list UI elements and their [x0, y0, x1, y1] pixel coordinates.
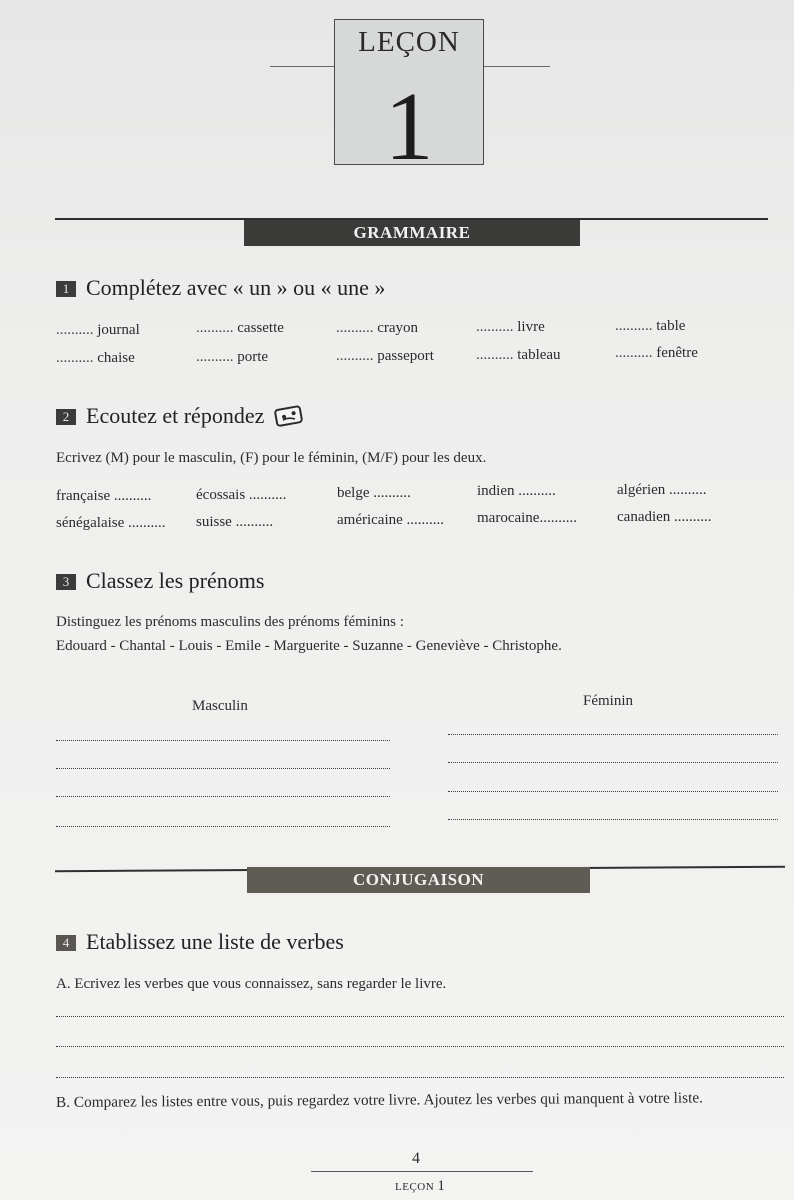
- answer-line[interactable]: [56, 768, 390, 769]
- answer-item[interactable]: sénégalaise ..........: [56, 515, 166, 531]
- answer-item[interactable]: écossais ..........: [196, 487, 287, 503]
- section-banner-conjugaison: CONJUGAISON: [247, 867, 590, 893]
- exercise-4-part-a: A. Ecrivez les verbes que vous connaissez, sans regarder le livre.: [56, 976, 447, 992]
- exercise-3-instruction: Distinguez les prénoms masculins des prénoms féminins :: [56, 614, 404, 630]
- exercise-4-heading: [56, 929, 344, 955]
- blank-item[interactable]: .......... fenêtre: [615, 345, 698, 361]
- footer-lesson-label: LEÇON 1: [395, 1178, 446, 1194]
- exercise-number-badge: 4: [56, 935, 76, 951]
- lesson-number: 1: [384, 73, 434, 181]
- answer-line[interactable]: [56, 740, 390, 741]
- answer-item[interactable]: suisse ..........: [196, 514, 274, 530]
- answer-line[interactable]: [56, 1046, 784, 1047]
- answer-line[interactable]: [448, 762, 778, 763]
- section-banner-grammaire: GRAMMAIRE: [244, 220, 580, 246]
- lesson-header-box: [334, 19, 484, 181]
- exercise-number-badge: 2: [56, 409, 76, 425]
- answer-line[interactable]: [56, 796, 390, 797]
- blank-item[interactable]: .......... cassette: [196, 320, 284, 336]
- blank-item[interactable]: .......... crayon: [336, 320, 419, 336]
- lesson-word: LEÇON: [358, 26, 460, 58]
- names-list: Edouard - Chantal - Louis - Emile - Marguerite - Suzanne - Geneviève - Christophe.: [56, 638, 562, 654]
- exercise-2-heading: [56, 403, 304, 429]
- exercise-title: Ecoutez et répondez: [86, 403, 265, 428]
- blank-item[interactable]: .......... table: [615, 318, 686, 334]
- answer-item[interactable]: américaine ..........: [337, 512, 445, 528]
- exercise-3-heading: [56, 568, 264, 594]
- exercise-number-badge: 1: [56, 281, 76, 297]
- page-number: 4: [412, 1150, 420, 1167]
- blank-item[interactable]: .......... tableau: [476, 347, 561, 363]
- answer-item[interactable]: marocaine..........: [477, 510, 577, 526]
- answer-item[interactable]: belge ..........: [337, 485, 411, 501]
- exercise-title: Classez les prénoms: [86, 568, 265, 593]
- blank-item[interactable]: .......... chaise: [56, 350, 135, 366]
- answer-line[interactable]: [448, 819, 778, 820]
- answer-item[interactable]: française ..........: [56, 488, 152, 504]
- column-header-feminin: Féminin: [583, 693, 634, 709]
- answer-item[interactable]: indien ..........: [477, 483, 556, 499]
- blank-item[interactable]: .......... porte: [196, 349, 269, 365]
- exercise-1-heading: [56, 275, 385, 301]
- answer-item[interactable]: canadien ..........: [617, 509, 712, 525]
- answer-line[interactable]: [448, 734, 778, 735]
- answer-line[interactable]: [56, 826, 390, 827]
- answer-item[interactable]: algérien ..........: [617, 482, 707, 498]
- column-header-masculin: Masculin: [192, 698, 248, 714]
- blank-item[interactable]: .......... passeport: [336, 348, 434, 364]
- answer-line[interactable]: [448, 791, 778, 792]
- blank-item[interactable]: .......... journal: [56, 322, 140, 338]
- exercise-2-instruction: Ecrivez (M) pour le masculin, (F) pour le féminin, (M/F) pour les deux.: [56, 450, 487, 466]
- exercise-title: Complétez avec « un » ou « une »: [86, 275, 386, 300]
- blank-item[interactable]: .......... livre: [476, 319, 545, 335]
- cassette-icon: [274, 405, 304, 427]
- exercise-title: Etablissez une liste de verbes: [86, 929, 344, 954]
- footer-rule: [311, 1171, 533, 1172]
- answer-line[interactable]: [56, 1077, 784, 1078]
- exercise-number-badge: 3: [56, 574, 76, 590]
- exercise-4-part-b: B. Comparez les listes entre vous, puis regardez votre livre. Ajoutez les verbes qui manquent à votre liste.: [55, 1089, 704, 1111]
- answer-line[interactable]: [56, 1016, 784, 1017]
